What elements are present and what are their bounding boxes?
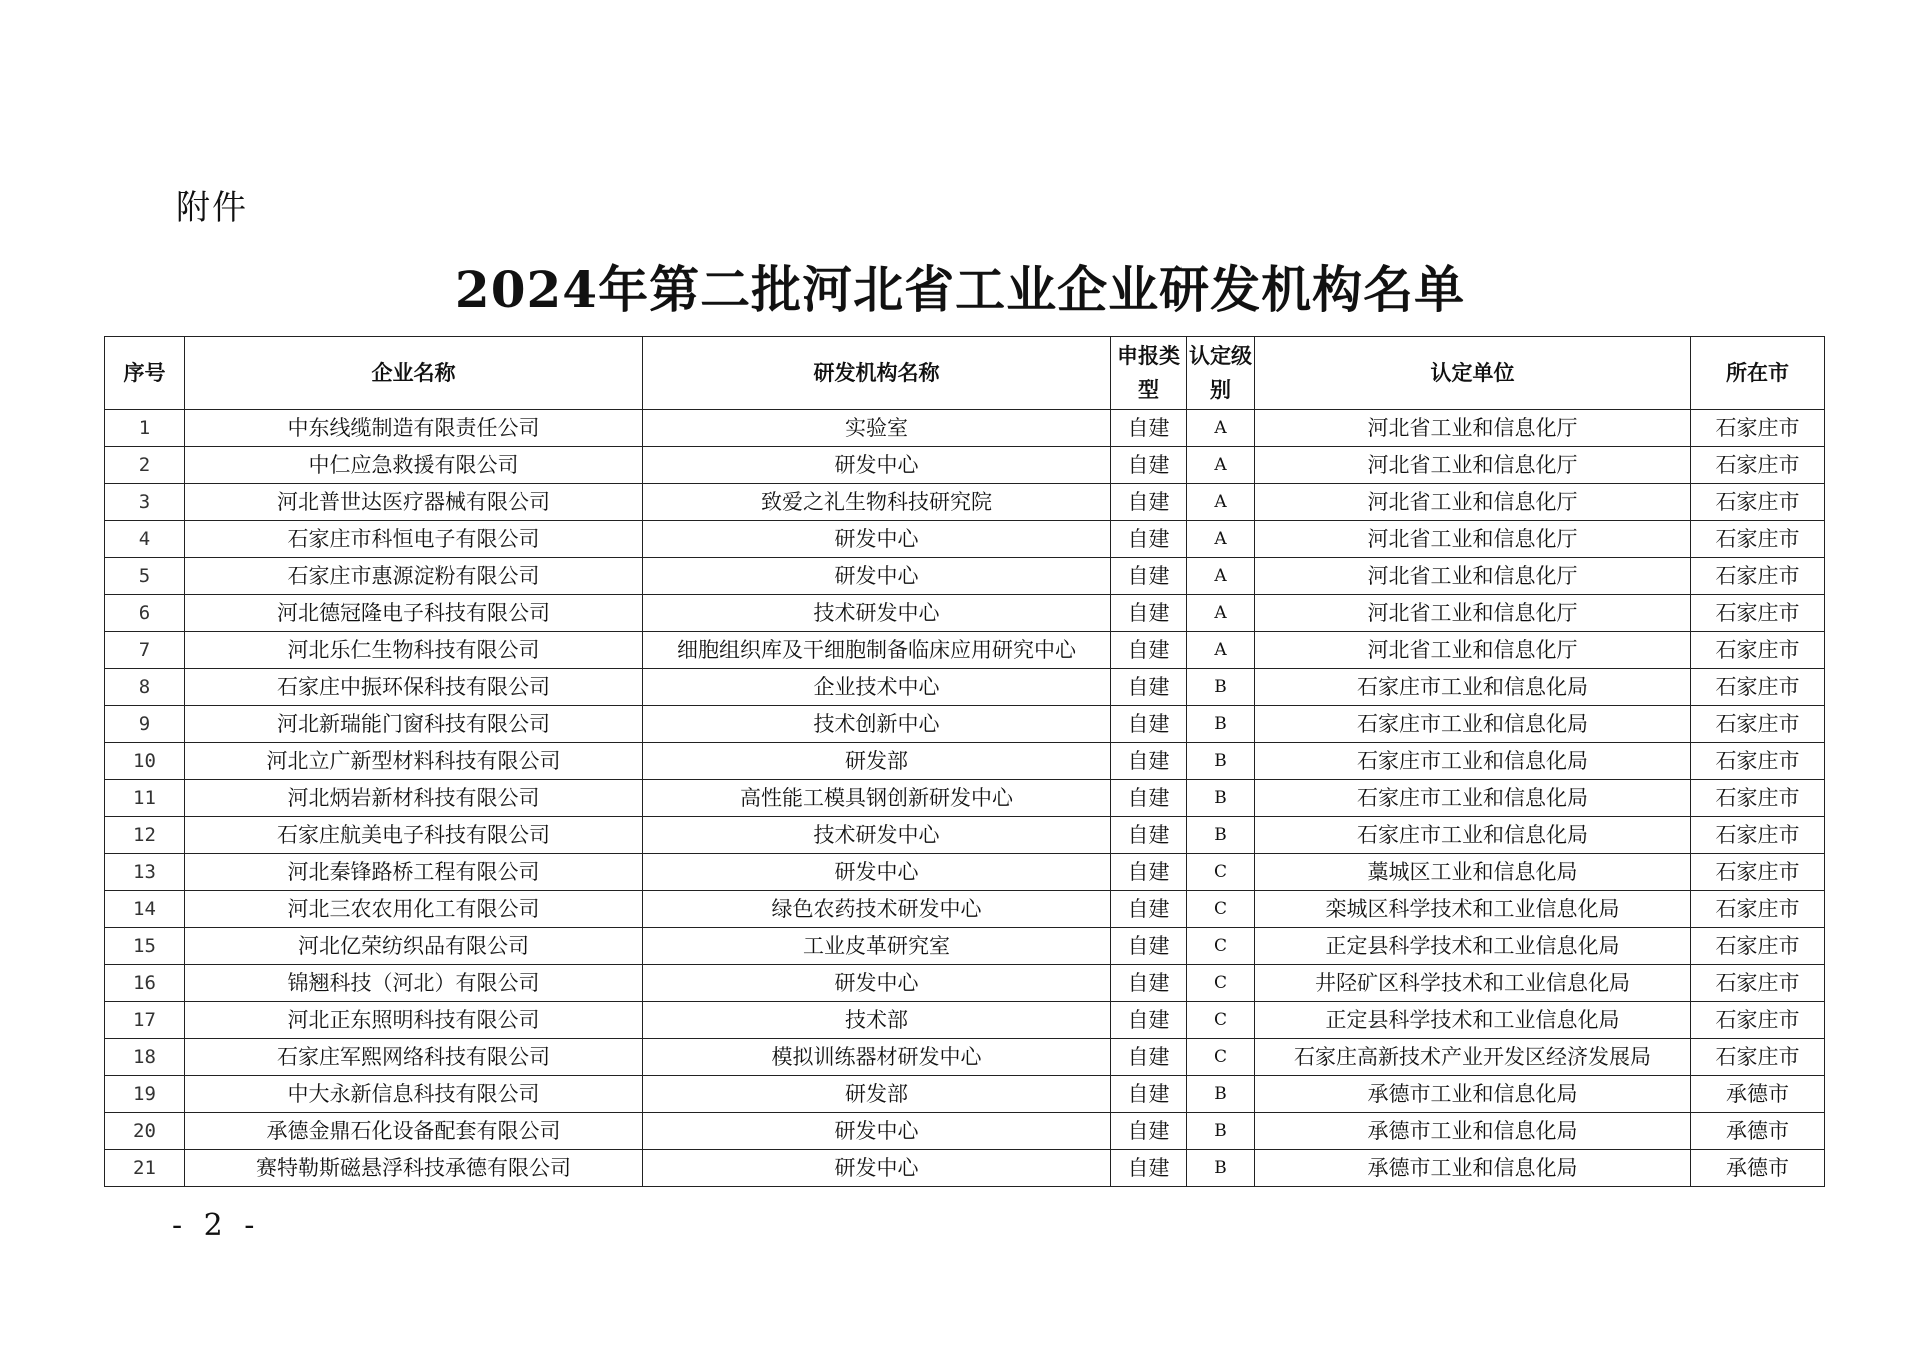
institution-table-container	[104, 336, 1824, 1187]
cell-apply-type: 自建	[1111, 521, 1187, 558]
cell-level: C	[1187, 891, 1255, 928]
cell-level: B	[1187, 743, 1255, 780]
cell-level: C	[1187, 965, 1255, 1002]
cell-apply-type: 自建	[1111, 484, 1187, 521]
cell-city: 石家庄市	[1691, 928, 1825, 965]
cell-apply-type: 自建	[1111, 780, 1187, 817]
cell-unit: 正定县科学技术和工业信息化局	[1255, 928, 1691, 965]
cell-institution: 研发中心	[643, 521, 1111, 558]
cell-city: 石家庄市	[1691, 521, 1825, 558]
cell-city: 石家庄市	[1691, 447, 1825, 484]
cell-institution: 工业皮革研究室	[643, 928, 1111, 965]
cell-unit: 石家庄市工业和信息化局	[1255, 780, 1691, 817]
cell-seq: 16	[105, 965, 185, 1002]
cell-company: 河北炳岩新材科技有限公司	[185, 780, 643, 817]
cell-unit: 石家庄市工业和信息化局	[1255, 817, 1691, 854]
cell-apply-type: 自建	[1111, 1150, 1187, 1187]
table-row	[105, 965, 1825, 1002]
cell-company: 石家庄市惠源淀粉有限公司	[185, 558, 643, 595]
cell-seq: 20	[105, 1113, 185, 1150]
table-row	[105, 521, 1825, 558]
cell-institution: 实验室	[643, 410, 1111, 447]
cell-city: 石家庄市	[1691, 484, 1825, 521]
cell-city: 石家庄市	[1691, 706, 1825, 743]
cell-company: 锦翘科技（河北）有限公司	[185, 965, 643, 1002]
header-level: 认定级别	[1187, 337, 1255, 410]
cell-unit: 河北省工业和信息化厅	[1255, 558, 1691, 595]
cell-apply-type: 自建	[1111, 854, 1187, 891]
cell-seq: 3	[105, 484, 185, 521]
cell-unit: 栾城区科学技术和工业信息化局	[1255, 891, 1691, 928]
cell-company: 石家庄中振环保科技有限公司	[185, 669, 643, 706]
cell-apply-type: 自建	[1111, 1039, 1187, 1076]
cell-unit: 石家庄市工业和信息化局	[1255, 706, 1691, 743]
cell-company: 中东线缆制造有限责任公司	[185, 410, 643, 447]
cell-company: 河北新瑞能门窗科技有限公司	[185, 706, 643, 743]
cell-institution: 技术研发中心	[643, 817, 1111, 854]
cell-seq: 6	[105, 595, 185, 632]
cell-apply-type: 自建	[1111, 595, 1187, 632]
cell-seq: 19	[105, 1076, 185, 1113]
cell-level: B	[1187, 780, 1255, 817]
cell-apply-type: 自建	[1111, 891, 1187, 928]
cell-apply-type: 自建	[1111, 447, 1187, 484]
table-row	[105, 780, 1825, 817]
header-city: 所在市	[1691, 337, 1825, 410]
table-row	[105, 928, 1825, 965]
cell-company: 河北乐仁生物科技有限公司	[185, 632, 643, 669]
table-row	[105, 1039, 1825, 1076]
document-title: 2024年第二批河北省工业企业研发机构名单	[454, 260, 1466, 319]
cell-seq: 12	[105, 817, 185, 854]
cell-unit: 藁城区工业和信息化局	[1255, 854, 1691, 891]
cell-seq: 7	[105, 632, 185, 669]
table-row	[105, 706, 1825, 743]
cell-institution: 研发中心	[643, 1150, 1111, 1187]
cell-institution: 绿色农药技术研发中心	[643, 891, 1111, 928]
cell-city: 石家庄市	[1691, 780, 1825, 817]
table-row	[105, 484, 1825, 521]
table-row	[105, 558, 1825, 595]
cell-seq: 14	[105, 891, 185, 928]
cell-city: 石家庄市	[1691, 632, 1825, 669]
cell-company: 赛特勒斯磁悬浮科技承德有限公司	[185, 1150, 643, 1187]
cell-city: 石家庄市	[1691, 595, 1825, 632]
table-row	[105, 1076, 1825, 1113]
cell-unit: 石家庄高新技术产业开发区经济发展局	[1255, 1039, 1691, 1076]
cell-apply-type: 自建	[1111, 706, 1187, 743]
cell-company: 河北三农农用化工有限公司	[185, 891, 643, 928]
table-row	[105, 447, 1825, 484]
cell-company: 河北普世达医疗器械有限公司	[185, 484, 643, 521]
cell-level: B	[1187, 706, 1255, 743]
cell-level: C	[1187, 1039, 1255, 1076]
cell-level: A	[1187, 447, 1255, 484]
cell-level: B	[1187, 1150, 1255, 1187]
cell-unit: 河北省工业和信息化厅	[1255, 447, 1691, 484]
cell-institution: 细胞组织库及干细胞制备临床应用研究中心	[643, 632, 1111, 669]
table-body	[105, 410, 1825, 1187]
cell-institution: 致爱之礼生物科技研究院	[643, 484, 1111, 521]
table-header	[105, 337, 1825, 410]
header-apply-type: 申报类型	[1111, 337, 1187, 410]
header-unit: 认定单位	[1255, 337, 1691, 410]
cell-company: 承德金鼎石化设备配套有限公司	[185, 1113, 643, 1150]
cell-seq: 2	[105, 447, 185, 484]
institution-table	[104, 336, 1825, 1187]
cell-institution: 技术创新中心	[643, 706, 1111, 743]
table-row	[105, 595, 1825, 632]
cell-unit: 石家庄市工业和信息化局	[1255, 743, 1691, 780]
cell-city: 石家庄市	[1691, 854, 1825, 891]
header-row	[105, 337, 1825, 410]
cell-institution: 研发部	[643, 1076, 1111, 1113]
cell-level: A	[1187, 632, 1255, 669]
cell-institution: 研发部	[643, 743, 1111, 780]
cell-seq: 11	[105, 780, 185, 817]
cell-unit: 河北省工业和信息化厅	[1255, 595, 1691, 632]
cell-unit: 承德市工业和信息化局	[1255, 1113, 1691, 1150]
cell-level: B	[1187, 817, 1255, 854]
cell-city: 石家庄市	[1691, 743, 1825, 780]
cell-level: C	[1187, 1002, 1255, 1039]
cell-institution: 高性能工模具钢创新研发中心	[643, 780, 1111, 817]
cell-level: A	[1187, 484, 1255, 521]
cell-company: 河北正东照明科技有限公司	[185, 1002, 643, 1039]
cell-city: 石家庄市	[1691, 410, 1825, 447]
cell-apply-type: 自建	[1111, 1113, 1187, 1150]
cell-level: A	[1187, 595, 1255, 632]
cell-city: 石家庄市	[1691, 965, 1825, 1002]
cell-seq: 18	[105, 1039, 185, 1076]
cell-city: 石家庄市	[1691, 669, 1825, 706]
cell-institution: 技术研发中心	[643, 595, 1111, 632]
cell-apply-type: 自建	[1111, 1002, 1187, 1039]
cell-city: 承德市	[1691, 1076, 1825, 1113]
cell-unit: 正定县科学技术和工业信息化局	[1255, 1002, 1691, 1039]
cell-seq: 1	[105, 410, 185, 447]
cell-unit: 承德市工业和信息化局	[1255, 1150, 1691, 1187]
cell-institution: 技术部	[643, 1002, 1111, 1039]
attachment-label: 附件	[176, 188, 248, 228]
cell-unit: 石家庄市工业和信息化局	[1255, 669, 1691, 706]
cell-city: 承德市	[1691, 1150, 1825, 1187]
cell-unit: 承德市工业和信息化局	[1255, 1076, 1691, 1113]
cell-level: B	[1187, 1076, 1255, 1113]
table-row	[105, 891, 1825, 928]
cell-company: 中大永新信息科技有限公司	[185, 1076, 643, 1113]
table-row	[105, 854, 1825, 891]
cell-company: 石家庄航美电子科技有限公司	[185, 817, 643, 854]
header-seq: 序号	[105, 337, 185, 410]
cell-level: C	[1187, 928, 1255, 965]
cell-city: 承德市	[1691, 1113, 1825, 1150]
cell-apply-type: 自建	[1111, 928, 1187, 965]
header-institution: 研发机构名称	[643, 337, 1111, 410]
cell-city: 石家庄市	[1691, 1002, 1825, 1039]
table-row	[105, 669, 1825, 706]
cell-unit: 河北省工业和信息化厅	[1255, 632, 1691, 669]
cell-seq: 13	[105, 854, 185, 891]
cell-company: 中仁应急救援有限公司	[185, 447, 643, 484]
table-row	[105, 1113, 1825, 1150]
cell-unit: 河北省工业和信息化厅	[1255, 410, 1691, 447]
cell-apply-type: 自建	[1111, 1076, 1187, 1113]
cell-apply-type: 自建	[1111, 965, 1187, 1002]
cell-seq: 10	[105, 743, 185, 780]
cell-seq: 17	[105, 1002, 185, 1039]
cell-apply-type: 自建	[1111, 669, 1187, 706]
cell-level: B	[1187, 669, 1255, 706]
cell-level: B	[1187, 1113, 1255, 1150]
cell-seq: 9	[105, 706, 185, 743]
cell-apply-type: 自建	[1111, 743, 1187, 780]
cell-seq: 21	[105, 1150, 185, 1187]
cell-level: C	[1187, 854, 1255, 891]
cell-institution: 研发中心	[643, 558, 1111, 595]
cell-unit: 河北省工业和信息化厅	[1255, 484, 1691, 521]
cell-apply-type: 自建	[1111, 817, 1187, 854]
cell-apply-type: 自建	[1111, 632, 1187, 669]
cell-company: 河北秦锋路桥工程有限公司	[185, 854, 643, 891]
cell-level: A	[1187, 521, 1255, 558]
header-company: 企业名称	[185, 337, 643, 410]
cell-company: 河北德冠隆电子科技有限公司	[185, 595, 643, 632]
cell-city: 石家庄市	[1691, 1039, 1825, 1076]
cell-institution: 研发中心	[643, 965, 1111, 1002]
cell-seq: 4	[105, 521, 185, 558]
cell-apply-type: 自建	[1111, 558, 1187, 595]
cell-unit: 井陉矿区科学技术和工业信息化局	[1255, 965, 1691, 1002]
cell-institution: 研发中心	[643, 1113, 1111, 1150]
cell-institution: 模拟训练器材研发中心	[643, 1039, 1111, 1076]
table-row	[105, 743, 1825, 780]
table-row	[105, 410, 1825, 447]
table-row	[105, 632, 1825, 669]
cell-seq: 15	[105, 928, 185, 965]
cell-company: 河北立广新型材料科技有限公司	[185, 743, 643, 780]
cell-level: A	[1187, 410, 1255, 447]
page-number: - 2 -	[172, 1208, 261, 1243]
cell-institution: 研发中心	[643, 854, 1111, 891]
table-row	[105, 1002, 1825, 1039]
cell-city: 石家庄市	[1691, 817, 1825, 854]
cell-unit: 河北省工业和信息化厅	[1255, 521, 1691, 558]
cell-company: 河北亿荣纺织品有限公司	[185, 928, 643, 965]
table-row	[105, 1150, 1825, 1187]
cell-city: 石家庄市	[1691, 558, 1825, 595]
cell-seq: 8	[105, 669, 185, 706]
cell-city: 石家庄市	[1691, 891, 1825, 928]
cell-seq: 5	[105, 558, 185, 595]
cell-company: 石家庄军熙网络科技有限公司	[185, 1039, 643, 1076]
cell-level: A	[1187, 558, 1255, 595]
cell-institution: 研发中心	[643, 447, 1111, 484]
cell-company: 石家庄市科恒电子有限公司	[185, 521, 643, 558]
cell-institution: 企业技术中心	[643, 669, 1111, 706]
table-row	[105, 817, 1825, 854]
cell-apply-type: 自建	[1111, 410, 1187, 447]
